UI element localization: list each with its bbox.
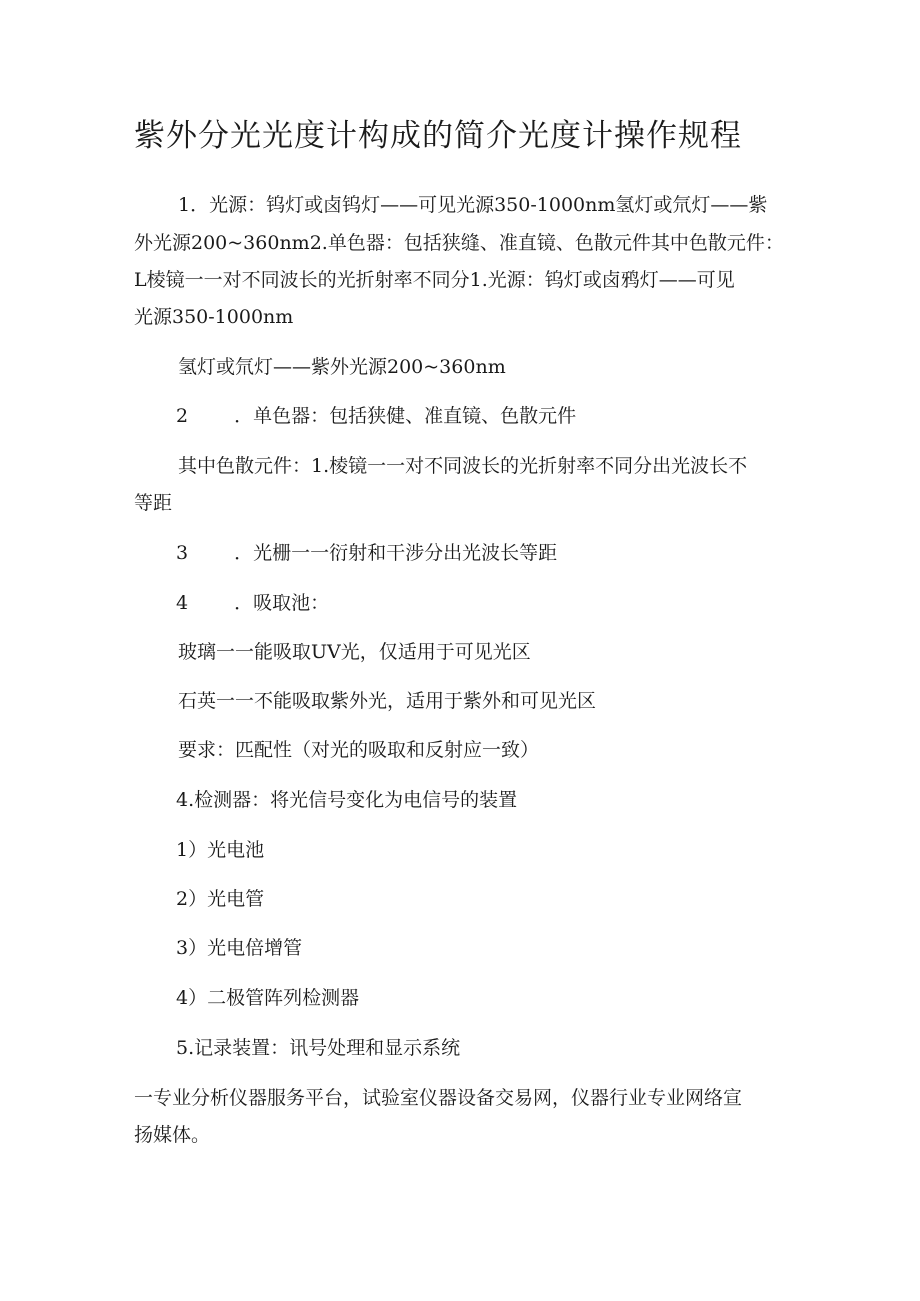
item-4-number: 4 (176, 592, 189, 614)
document-title: 紫外分光光度计构成的简介光度计操作规程 (134, 118, 742, 154)
dispersion-line-1: 其中色散元件：1.棱镜一一对不同波长的光折射率不同分出光波长不 (178, 455, 748, 477)
intro-line-3: L棱镜一一对不同波长的光折射率不同分1.光源：钨灯或卤鸦灯——可见 (134, 269, 735, 291)
item-4 (176, 591, 329, 615)
detector-item-2: 2）光电管 (176, 888, 265, 910)
item-2-number: 2 (176, 405, 189, 427)
intro-line-1: 1．光源：钨灯或卤钨灯——可见光源350-1000nm氢灯或氘灯——紫 (178, 194, 768, 216)
dispersion-line-2: 等距 (134, 492, 173, 514)
item-3-text: ．光栅一一衍射和干涉分出光波长等距 (234, 542, 558, 564)
item-3 (176, 541, 557, 565)
intro-line-4: 光源350-1000nm (134, 306, 294, 328)
recorder-line: 5.记录装置：讯号处理和显示系统 (176, 1037, 461, 1059)
requirement-line: 要求：匹配性（对光的吸取和反射应一致） (178, 739, 540, 761)
footer-line-1: 一专业分析仪器服务平台，试验室仪器设备交易网，仪器行业专业网络宣 (134, 1087, 743, 1109)
item-2 (176, 404, 576, 428)
footer-line-2: 扬媒体。 (134, 1124, 211, 1146)
item-2-text: ．单色器：包括狭健、准直镜、色散元件 (234, 405, 577, 427)
detector-heading: 4.检测器：将光信号变化为电信号的装置 (176, 789, 518, 811)
quartz-line: 石英一一不能吸取紫外光，适用于紫外和可见光区 (178, 690, 597, 712)
glass-line: 玻璃一一能吸取UV光，仅适用于可见光区 (178, 641, 531, 663)
detector-item-3: 3）光电倍增管 (176, 937, 303, 959)
uv-source-line: 氢灯或氘灯——紫外光源200~360nm (178, 356, 506, 378)
detector-item-4: 4）二极管阵列检测器 (176, 987, 360, 1009)
item-4-text: ．吸取池： (234, 592, 330, 614)
item-3-number: 3 (176, 542, 189, 564)
intro-line-2: 外光源200~360nm2.单色器：包括狭缝、准直镜、色散元件其中色散元件： (134, 232, 784, 254)
detector-item-1: 1）光电池 (176, 839, 265, 861)
